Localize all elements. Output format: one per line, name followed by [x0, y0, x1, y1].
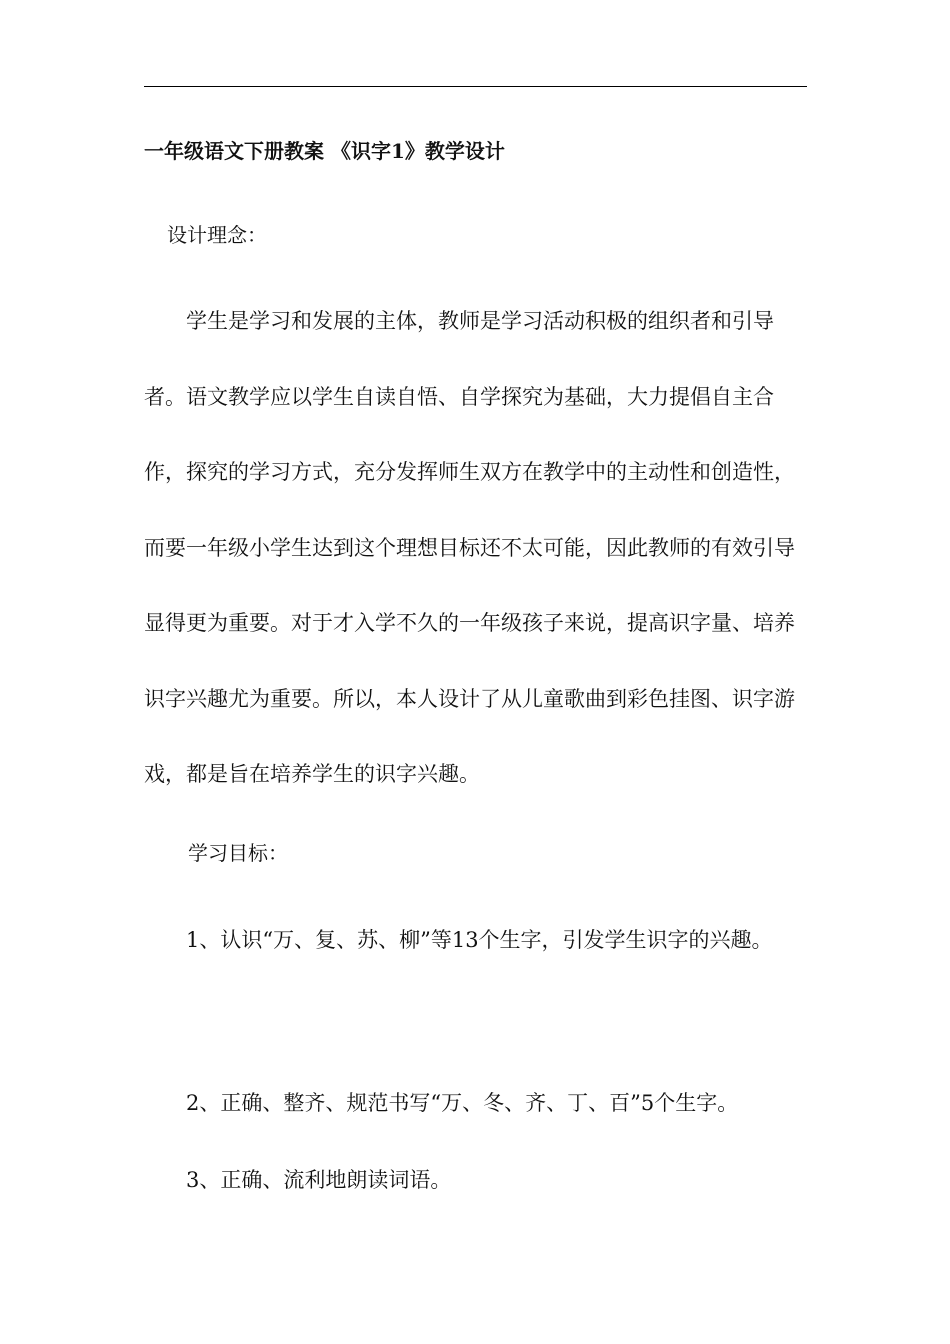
learning-goals-label: 学习目标：	[188, 841, 288, 865]
document-title: 一年级语文下册教案 《识字1》教学设计	[144, 139, 505, 163]
goal-item-2: 2、正确、整齐、规范书写“万、冬、齐、丁、百”5个生字。	[186, 1091, 739, 1115]
design-concept-label: 设计理念：	[167, 223, 267, 247]
goal-item-3: 3、正确、流利地朗读词语。	[186, 1168, 452, 1192]
header-rule	[144, 86, 807, 87]
goal-item-1: 1、认识“万、复、苏、柳”等13个生字，引发学生识字的兴趣。	[186, 928, 773, 952]
design-concept-paragraph: 学生是学习和发展的主体，教师是学习活动积极的组织者和引导者。语文教学应以学生自读自悟、自学探究为基础，大力提倡自主合作，探究的学习方式，充分发挥师生双方在教学中的主动性和创造性，而要一年级小学生达到这个理想目标还不太可能，因此教师的有效引导显得更为重要。对于才入学不久的一年级孩子来说，提高识字量、培养识字兴趣尤为重要。所以，本人设计了从儿童歌曲到彩色挂图、识字游戏，都是旨在培养学生的识字兴趣。	[144, 309, 795, 786]
